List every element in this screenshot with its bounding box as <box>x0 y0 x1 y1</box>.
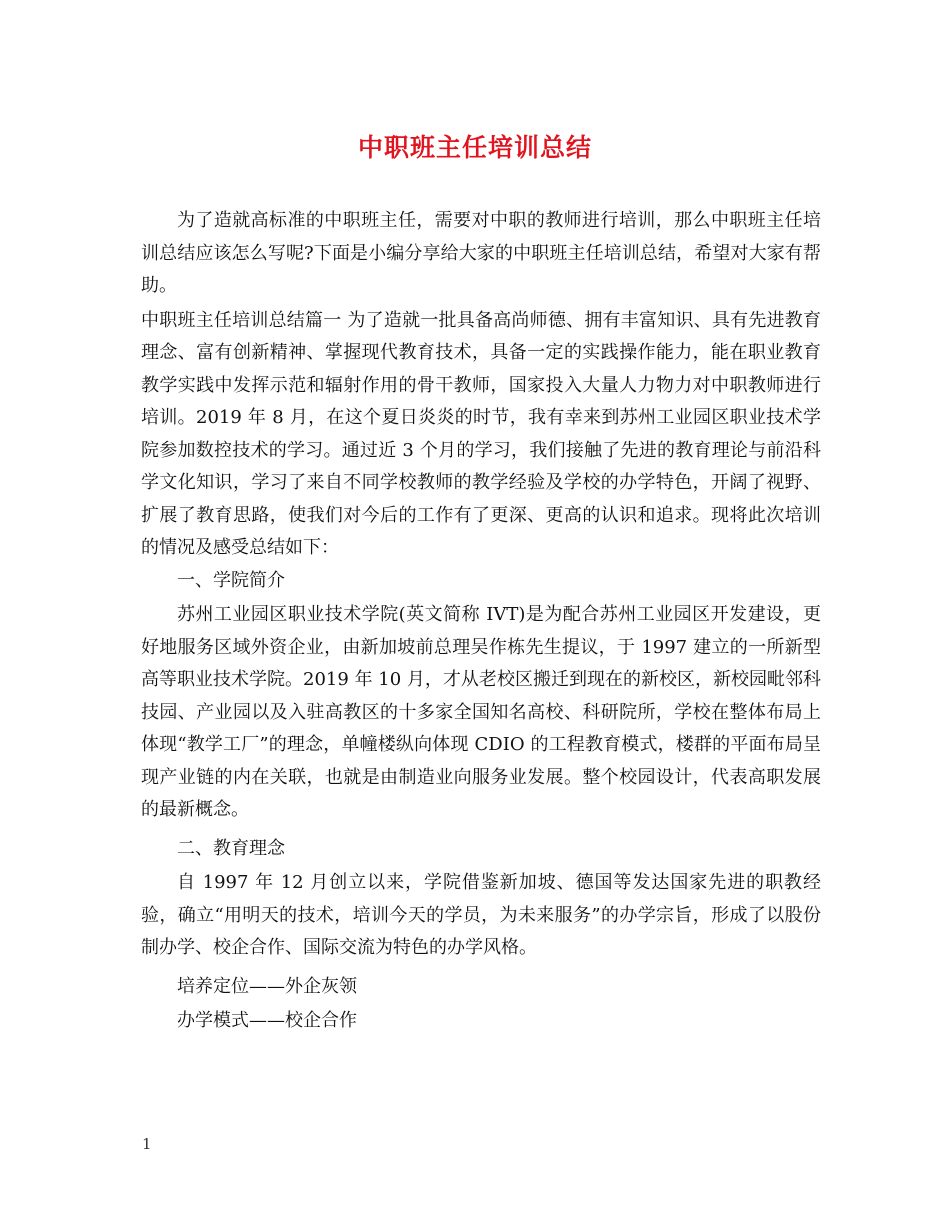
heading-education-philosophy: 二、教育理念 <box>177 837 285 859</box>
section-body: 为了造就一批具备高尚师德、拥有丰富知识、具有先进教育理念、富有创新精神、掌握现代教育技术，具备一定的实践操作能力，能在职业教育教学实践中发挥示范和辐射作用的骨干教师，国家投入大量人力物力对中职教师进行培训。2019 年 8 月，在这个夏日炎炎的时节，我有幸来到苏州工业园区职业技术学院参加数控技术的学习。通过近 3 个月的学习，我们接触了先进的教育理论与前沿科学文化知识，学习了来自不同学校教师的教学经验及学校的办学特色，开阔了视野、扩展了教育思路，使我们对今后的工作有了更深、更高的认识和追求。现将此次培训的情况及感受总结如下： <box>141 309 822 558</box>
school-model-item: 办学模式——校企合作 <box>177 1010 357 1031</box>
section-heading: 中职班主任培训总结篇一 <box>141 309 342 331</box>
document-title: 中职班主任培训总结 <box>357 133 592 162</box>
training-positioning-item: 培养定位——外企灰领 <box>177 975 357 997</box>
page-number: 1 <box>142 1135 152 1153</box>
philosophy-paragraph: 自 1997 年 12 月创立以来，学院借鉴新加坡、德国等发达国家先进的职教经验，确立“用明天的技术，培训今天的学员，为未来服务”的办学宗旨，形成了以股份制办学、校企合作、国际交流为特色的办学风格。 <box>141 872 821 958</box>
college-paragraph: 苏州工业园区职业技术学院(英文简称 IVT)是为配合苏州工业园区开发建设，更好地服务区域外资企业，由新加坡前总理吴作栋先生提议，于 1997 建立的一所新型高等职业技术学院。2019 年 10 月，才从老校区搬迁到现在的新校区，新校园毗邻科技园、产业园以及入驻高教区的十多家全国知名高校、科研院所，学校在整体布局上体现“教学工厂”的理念，单幢楼纵向体现 CDIO 的工程教育模式，楼群的平面布局呈现产业链的内在关联，也就是由制造业向服务业发展。整个校园设计，代表高职发展的最新概念。 <box>141 604 821 820</box>
section-paragraph <box>141 305 821 565</box>
heading-intro-college: 一、学院简介 <box>177 569 285 591</box>
document-body <box>141 205 821 1038</box>
intro-paragraph: 为了造就高标准的中职班主任，需要对中职的教师进行培训，那么中职班主任培训总结应该怎么写呢?下面是小编分享给大家的中职班主任培训总结，希望对大家有帮助。 <box>141 210 821 296</box>
